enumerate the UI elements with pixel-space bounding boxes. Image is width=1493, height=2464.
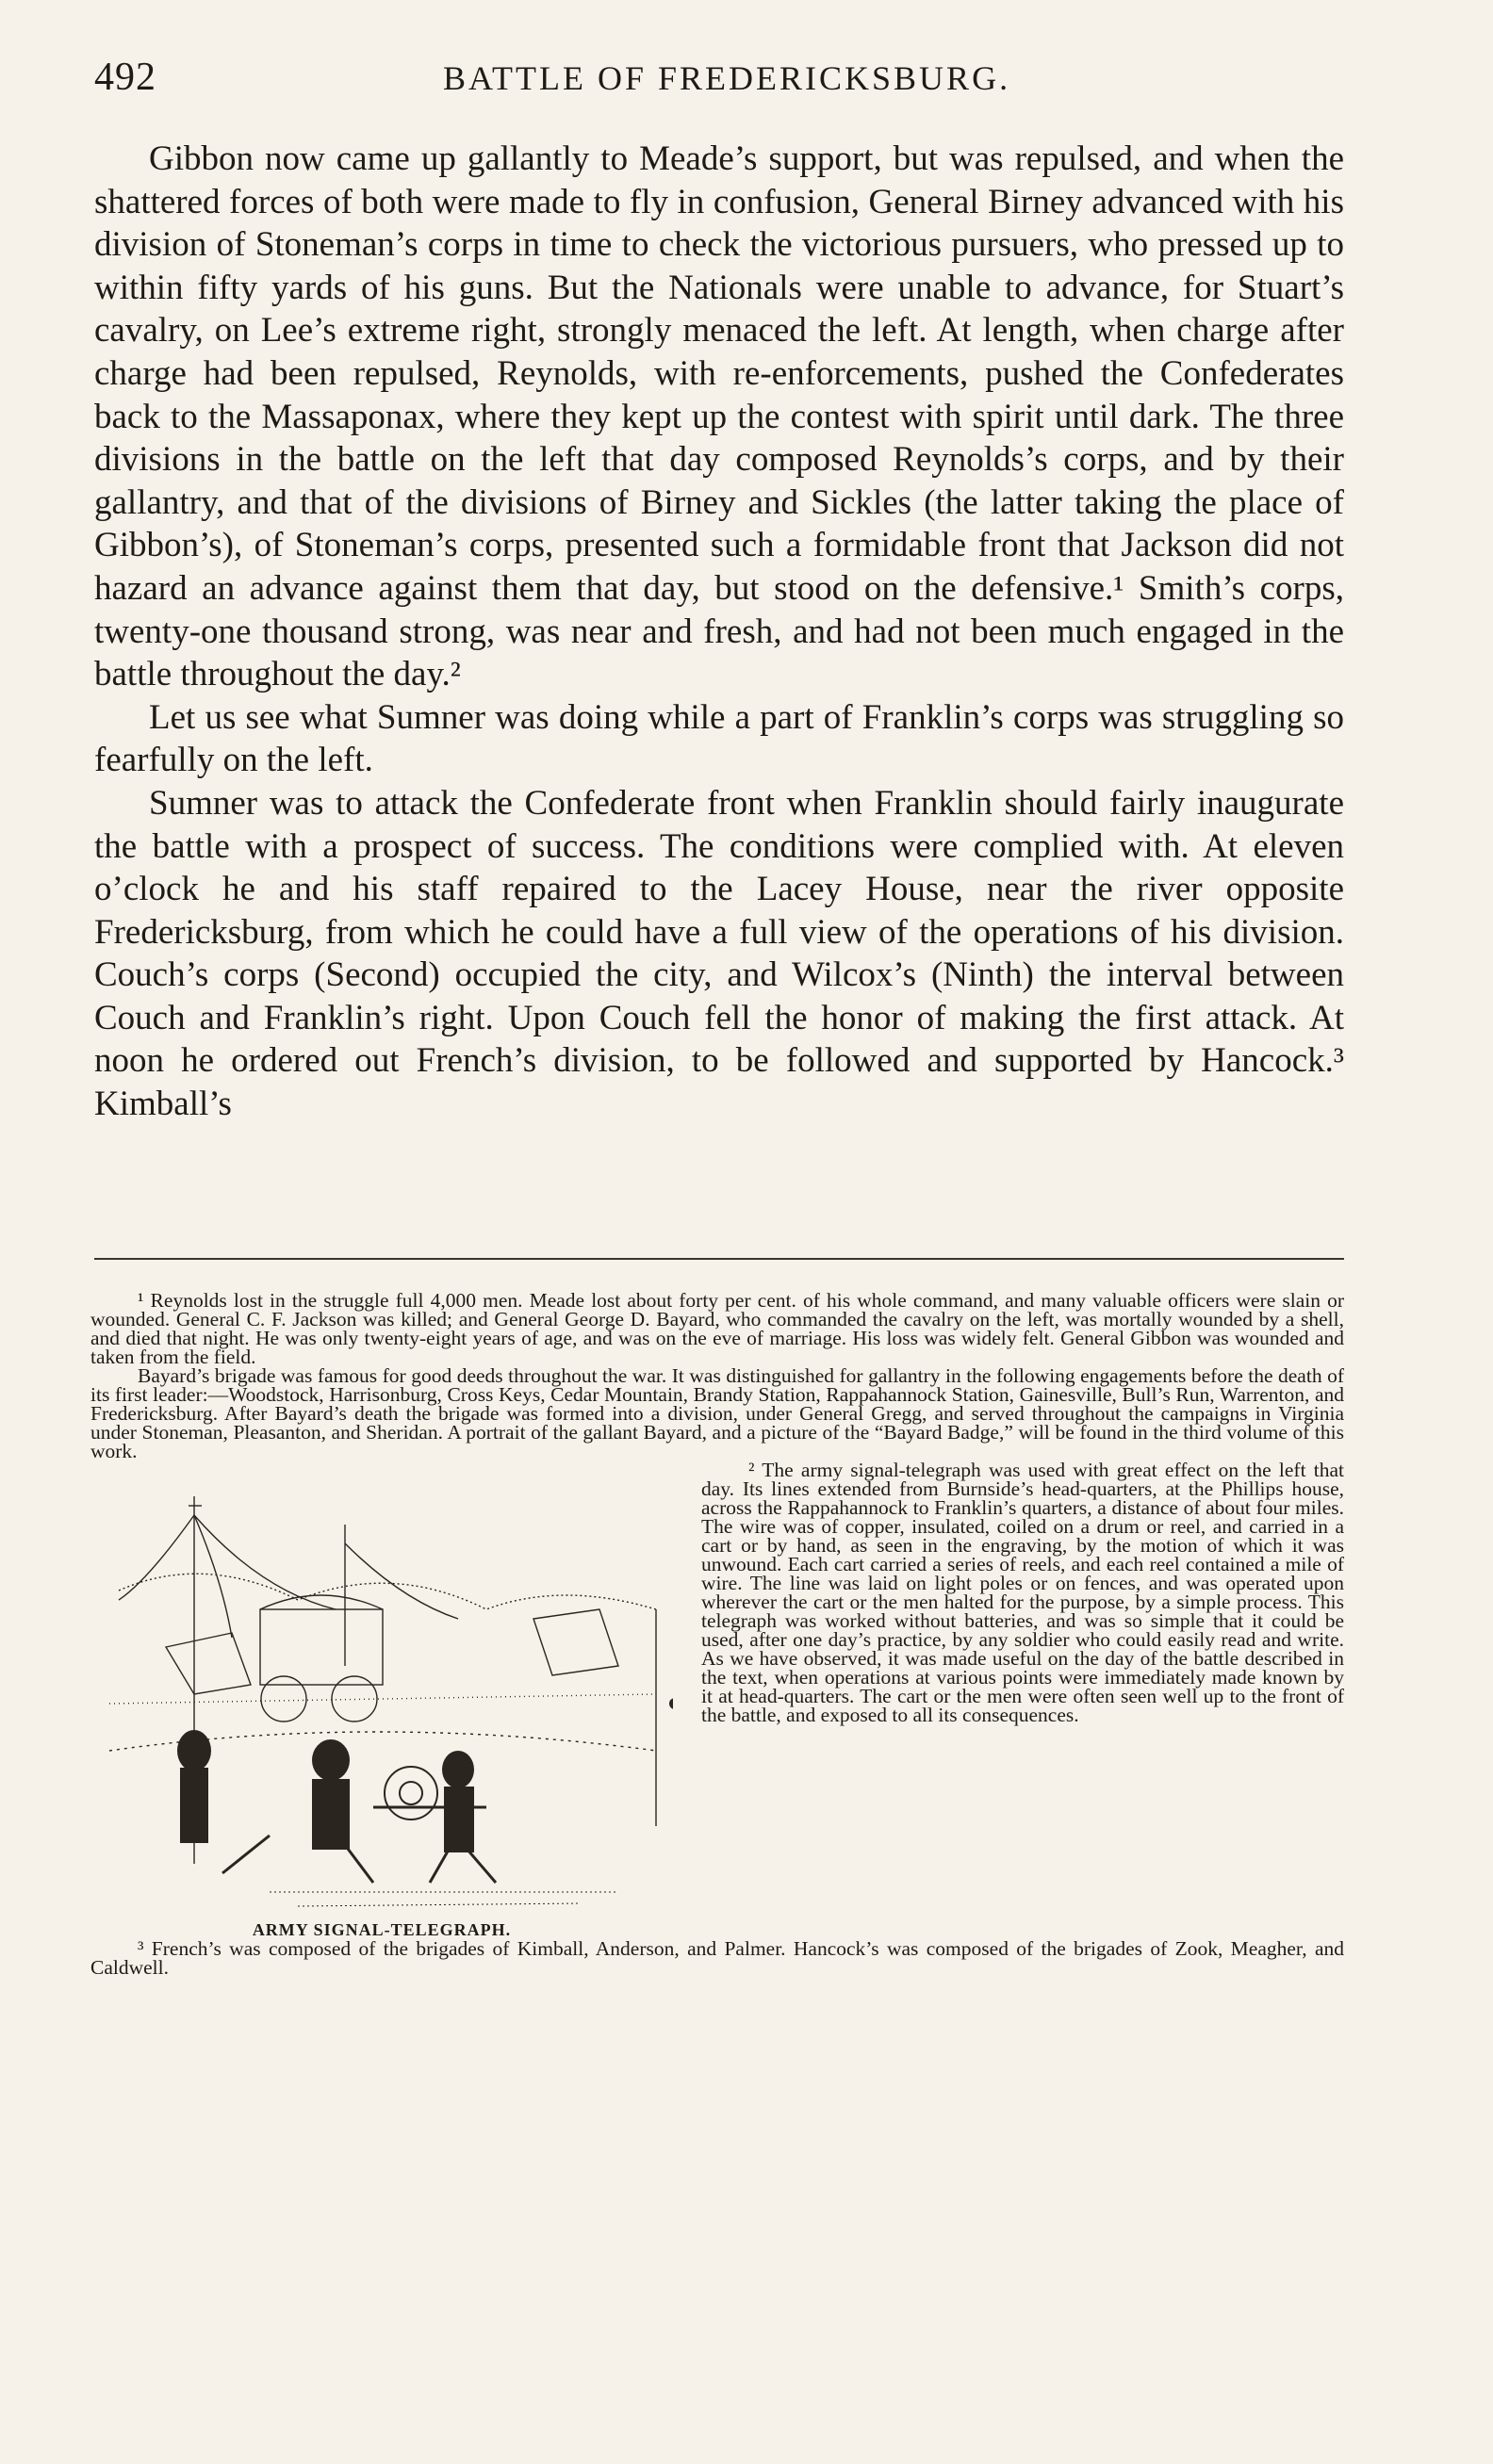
body-paragraph: Sumner was to attack the Confederate front when Franklin should fairly inaugurate the battle with a prospect of success. The conditions were complied with. At eleven o’clock he and his staff repaired to the Lacey House, near the river opposite Fredericksburg, from which he could have a full view of the operations of his division. Couch’s corps (Second) occupied the city, and Wilcox’s (Ninth) the interval between Couch and Franklin’s right. Upon Couch fell the honor of making the first attack. At noon he ordered out French’s division, to be followed and supported by Hancock.³ Kimball’s [94,783,1344,1124]
page-number: 492 [94,56,156,99]
body-paragraph: Gibbon now came up gallantly to Meade’s support, but was repulsed, and when the shattered forces of both were made to fly in confusion, General Birney advanced with his division of Stoneman’s corps in time to check the victorious pursuers, who pressed up to within fifty yards of his guns. But the Nationals were unable to advance, for Stuart’s cavalry, on Lee’s extreme right, strongly menaced the left. At length, when charge after charge had been repulsed, Reynolds, with re-enforcements, pushed the Confederates back to the Massaponax, where they kept up the contest with spirit until dark. The three divisions in the battle on the left that day composed Reynolds’s corps, and by their gallantry, and that of the divisions of Birney and Sickles (the latter taking the place of Gibbon’s), of Stoneman’s corps, presented such a formidable front that Jackson did not hazard an advance against them that day, but stood on the defensive.¹ Smith’s corps, twenty-one thousand strong, was near and fresh, and had not been much engaged in the battle throughout the day.² [94,139,1344,694]
footnote-1: ¹ Reynolds lost in the struggle full 4,000 men. Meade lost about forty per cent. of his whole command, and many valuable officers were slain or wounded. General C. F. Jackson was killed; and General George D. Bayard, who commanded the cavalry on the left, was mortally wounded by a shell, and died that night. He was only twenty-eight years of age, and was on the eve of marriage. His loss was widely felt. General Gibbon was wounded and taken from the field. [90,1289,1344,1368]
figure-caption: ARMY SIGNAL-TELEGRAPH. [252,1920,512,1939]
figure [90,1468,673,1939]
body-text [94,138,1344,1126]
footnote-3: ³ French’s was composed of the brigades of Kimball, Anderson, and Palmer. Hancock’s was composed of the brigades of Zook, Meagher, and Caldwell. [90,1937,1344,1979]
footnote-2: ² The army signal-telegraph was used with great effect on the left that day. Its lines extended from Burnside’s head-quarters, at the Phillips house, across the Rappahannock to Franklin’s quarters, a distance of about four miles. The wire was of copper, insulated, coiled on a drum or reel, and carried in a cart or by hand, as seen in the engraving, by the motion of which it was unwound. Each cart carried a series of reels, and each reel contained a mile of wire. The line was laid on light poles or on fences, and was operated upon wherever the cart or the men halted for the purpose, by a simple process. This telegraph was worked without batteries, and was so simple that it could be used, after one day’s practice, by any soldier who could easily read and write. As we have observed, it was made useful on the day of the battle described in the text, when operations at various points were immediately made known by it at head-quarters. The cart or the men were often seen well up to the front of the battle, and exposed to all its consequences. [701,1459,1344,1726]
footnote-rule [94,1258,1344,1260]
footnote-1-continued: Bayard’s brigade was famous for good deeds throughout the war. It was distinguished for gallantry in the following engagements before the death of its first leader:—Woodstock, Harrisonburg, Cross Keys, Cedar Mountain, Brandy Station, Rappahannock Station, Gainesville, Bull’s Run, Warrenton, and Fredericksburg. After Bayard’s death the brigade was formed into a division, under General Gregg, and served throughout the campaigns in Virginia under Stoneman, Pleasanton, and Sheridan. A portrait of the gallant Bayard, and a picture of the “Bayard Badge,” will be found in the third volume of this work. [90,1364,1344,1462]
running-head: BATTLE OF FREDERICKSBURG. [443,59,1011,97]
body-paragraph: Let us see what Sumner was doing while a part of Franklin’s corps was struggling so fearfully on the left. [94,697,1344,780]
footnotes [90,1291,1344,1977]
signal-telegraph-engraving [90,1468,673,1920]
